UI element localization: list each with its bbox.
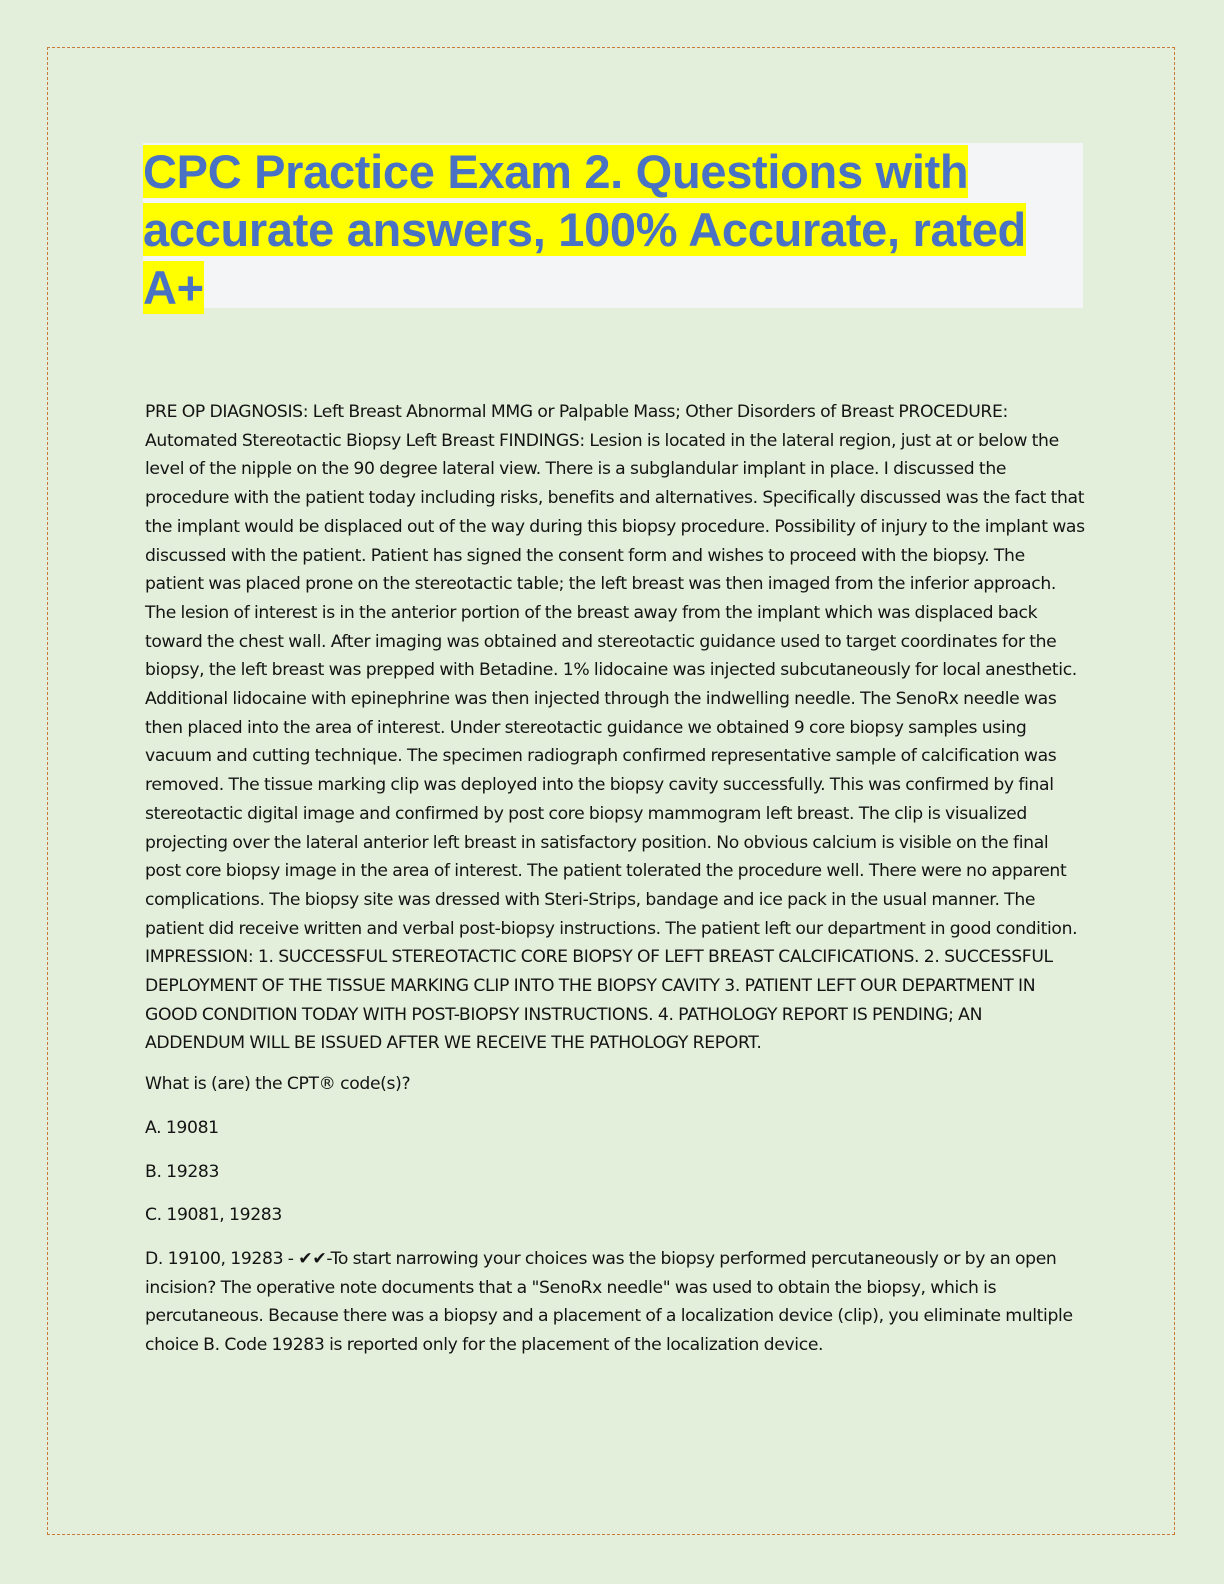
option-c: C. 19081, 19283 — [145, 1205, 282, 1226]
question-text: What is (are) the CPT® code(s)? — [145, 1074, 411, 1095]
document-body — [145, 398, 1085, 1360]
option-a: A. 19081 — [145, 1117, 219, 1138]
case-text: PRE OP DIAGNOSIS: Left Breast Abnormal MMG or Palpable Mass; Other Disorders of Breast PROCEDURE: Automated Stereotactic Biopsy Left Breast FINDINGS: Lesion is located in the lateral region, just at or below the level of the nipple on the 90 degree lateral view. There is a subglandular implant in place. I discussed the procedure with the patient today including risks, benefits and alternatives. Specifically discussed was the fact that the implant would be displaced out of the way during this biopsy procedure. Possibility of injury to the implant was discussed with the patient. Patient has signed the consent form and wishes to proceed with the biopsy. The patient was placed prone on the stereotactic table; the left breast was then imaged from the inferior approach. The lesion of interest is in the anterior portion of the breast away from the implant which was displaced back toward the chest wall. After imaging was obtained and stereotactic guidance used to target coordinates for the biopsy, the left breast was prepped with Betadine. 1% lidocaine was injected subcutaneously for local anesthetic. Additional lidocaine with epinephrine was then injected through the indwelling needle. The SenoRx needle was then placed into the area of interest. Under stereotactic guidance we obtained 9 core biopsy samples using vacuum and cutting technique. The specimen radiograph confirmed representative sample of calcification was removed. The tissue marking clip was deployed into the biopsy cavity successfully. This was confirmed by final stereotactic digital image and confirmed by post core biopsy mammogram left breast. The clip is visualized projecting over the lateral anterior left breast in satisfactory position. No obvious calcium is visible on the final post core biopsy image in the area of interest. The patient tolerated the procedure well. There were no apparent complications. The biopsy site was dressed with Steri-Strips, bandage and ice pack in the usual manner. The patient did receive written and verbal post-biopsy instructions. The patient left our department in good condition. IMPRESSION: 1. SUCCESSFUL STEREOTACTIC CORE BIOPSY OF LEFT BREAST CALCIFICATIONS. 2. SUCCESSFUL DEPLOYMENT OF THE TISSUE MARKING CLIP INTO THE BIOPSY CAVITY 3. PATIENT LEFT OUR DEPARTMENT IN GOOD CONDITION TODAY WITH POST-BIOPSY INSTRUCTIONS. 4. PATHOLOGY REPORT IS PENDING; AN ADDENDUM WILL BE ISSUED AFTER WE RECEIVE THE PATHOLOGY REPORT. — [145, 402, 1085, 1054]
option-b: B. 19283 — [145, 1161, 220, 1182]
title-box — [143, 143, 1083, 314]
document-title — [143, 143, 1083, 317]
answer-explanation: D. 19100, 19283 - ✔✔-To start narrowing your choices was the biopsy performed percutaneously or by an open incision? The operative note documents that a "SenoRx needle" was used to obtain the biopsy, which is percutaneous. Because there was a biopsy and a placement of a localization device (clip), you eliminate multiple choice B. Code 19283 is reported only for the placement of the localization device. — [145, 1248, 1073, 1356]
document-title-text: CPC Practice Exam 2. Questions with accurate answers, 100% Accurate, rated A+ — [143, 145, 1026, 314]
